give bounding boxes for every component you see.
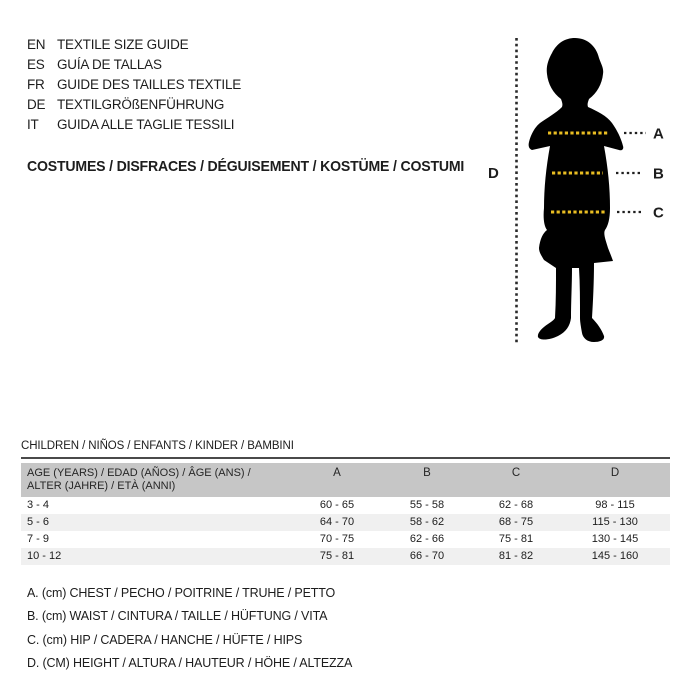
table-row — [21, 548, 670, 565]
lang-row-es — [27, 55, 241, 75]
age-cell: 7 - 9 — [27, 533, 50, 545]
height-cell: 130 - 145 — [591, 533, 639, 545]
measurement-figure — [480, 22, 700, 362]
lang-row-en — [27, 35, 241, 55]
lang-row-it — [27, 115, 241, 135]
measurement-figure-svg — [480, 22, 700, 362]
legend-chest: A. (cm) CHEST / PECHO / POITRINE / TRUHE / PETTO — [27, 586, 336, 600]
lang-row-de — [27, 95, 241, 115]
age-cell: 3 - 4 — [27, 499, 50, 511]
column-header-a: A — [333, 467, 341, 479]
waist-cell: 62 - 66 — [409, 533, 445, 545]
table-row — [21, 531, 670, 548]
lang-code: IT — [27, 117, 39, 132]
height-cell: 98 - 115 — [595, 499, 635, 511]
hip-cell: 62 - 68 — [498, 499, 534, 511]
table-top-rule — [21, 457, 670, 459]
language-list — [27, 35, 241, 135]
table-row — [21, 497, 670, 514]
lang-label: TEXTILGRÖßENFÜHRUNG — [57, 97, 225, 112]
lang-code: FR — [27, 77, 45, 92]
lang-label: GUÍA DE TALLAS — [57, 57, 162, 72]
age-cell: 10 - 12 — [27, 550, 62, 562]
chest-label: A — [653, 125, 664, 143]
height-cell: 115 - 130 — [592, 516, 638, 528]
chest-cell: 60 - 65 — [319, 499, 355, 511]
height-cell: 145 - 160 — [591, 550, 639, 562]
measurement-legend — [27, 582, 352, 676]
table-header-row — [21, 463, 670, 497]
hip-cell: 81 - 82 — [498, 550, 534, 562]
lang-code: DE — [27, 97, 46, 112]
column-header-b: B — [423, 467, 431, 479]
waist-cell: 58 - 62 — [409, 516, 445, 528]
age-header-line2: ALTER (JAHRE) / ETÀ (ANNI) — [27, 480, 176, 492]
waist-cell: 55 - 58 — [409, 499, 445, 511]
legend-height: D. (CM) HEIGHT / ALTURA / HAUTEUR / HÖHE / ALTEZZA — [27, 656, 353, 671]
hip-cell: 75 - 81 — [498, 533, 534, 545]
chest-cell: 70 - 75 — [319, 533, 355, 545]
lang-label: TEXTILE SIZE GUIDE — [57, 37, 189, 52]
hip-label: C — [653, 204, 664, 222]
table-row — [21, 514, 670, 531]
hip-cell: 68 - 75 — [498, 516, 534, 528]
lang-row-fr — [27, 75, 241, 95]
lang-label: GUIDA ALLE TAGLIE TESSILI — [57, 117, 235, 132]
column-header-c: C — [511, 467, 521, 479]
column-header-d: D — [610, 467, 620, 479]
waist-cell: 66 - 70 — [409, 550, 445, 562]
legend-waist: B. (cm) WAIST / CINTURA / TAILLE / HÜFTUNG / VITA — [27, 609, 328, 624]
legend-hip: C. (cm) HIP / CADERA / HANCHE / HÜFTE / HIPS — [27, 632, 303, 647]
lang-code: ES — [27, 57, 45, 72]
size-table — [21, 463, 670, 565]
table-title: CHILDREN / NIÑOS / ENFANTS / KINDER / BAMBINI — [21, 440, 294, 452]
lang-label: GUIDE DES TAILLES TEXTILE — [57, 77, 242, 92]
child-silhouette — [529, 38, 624, 342]
height-label: D — [488, 165, 499, 182]
chest-cell: 64 - 70 — [319, 516, 355, 528]
age-cell: 5 - 6 — [27, 516, 50, 528]
category-title: COSTUMES / DISFRACES / DÉGUISEMENT / KOSTÜME / COSTUMI — [27, 158, 465, 175]
chest-cell: 75 - 81 — [319, 550, 355, 562]
waist-label: B — [653, 165, 664, 183]
lang-code: EN — [27, 37, 46, 52]
age-header-line1: AGE (YEARS) / EDAD (AÑOS) / ÂGE (ANS) / — [27, 467, 251, 479]
age-header-cell — [21, 463, 292, 497]
